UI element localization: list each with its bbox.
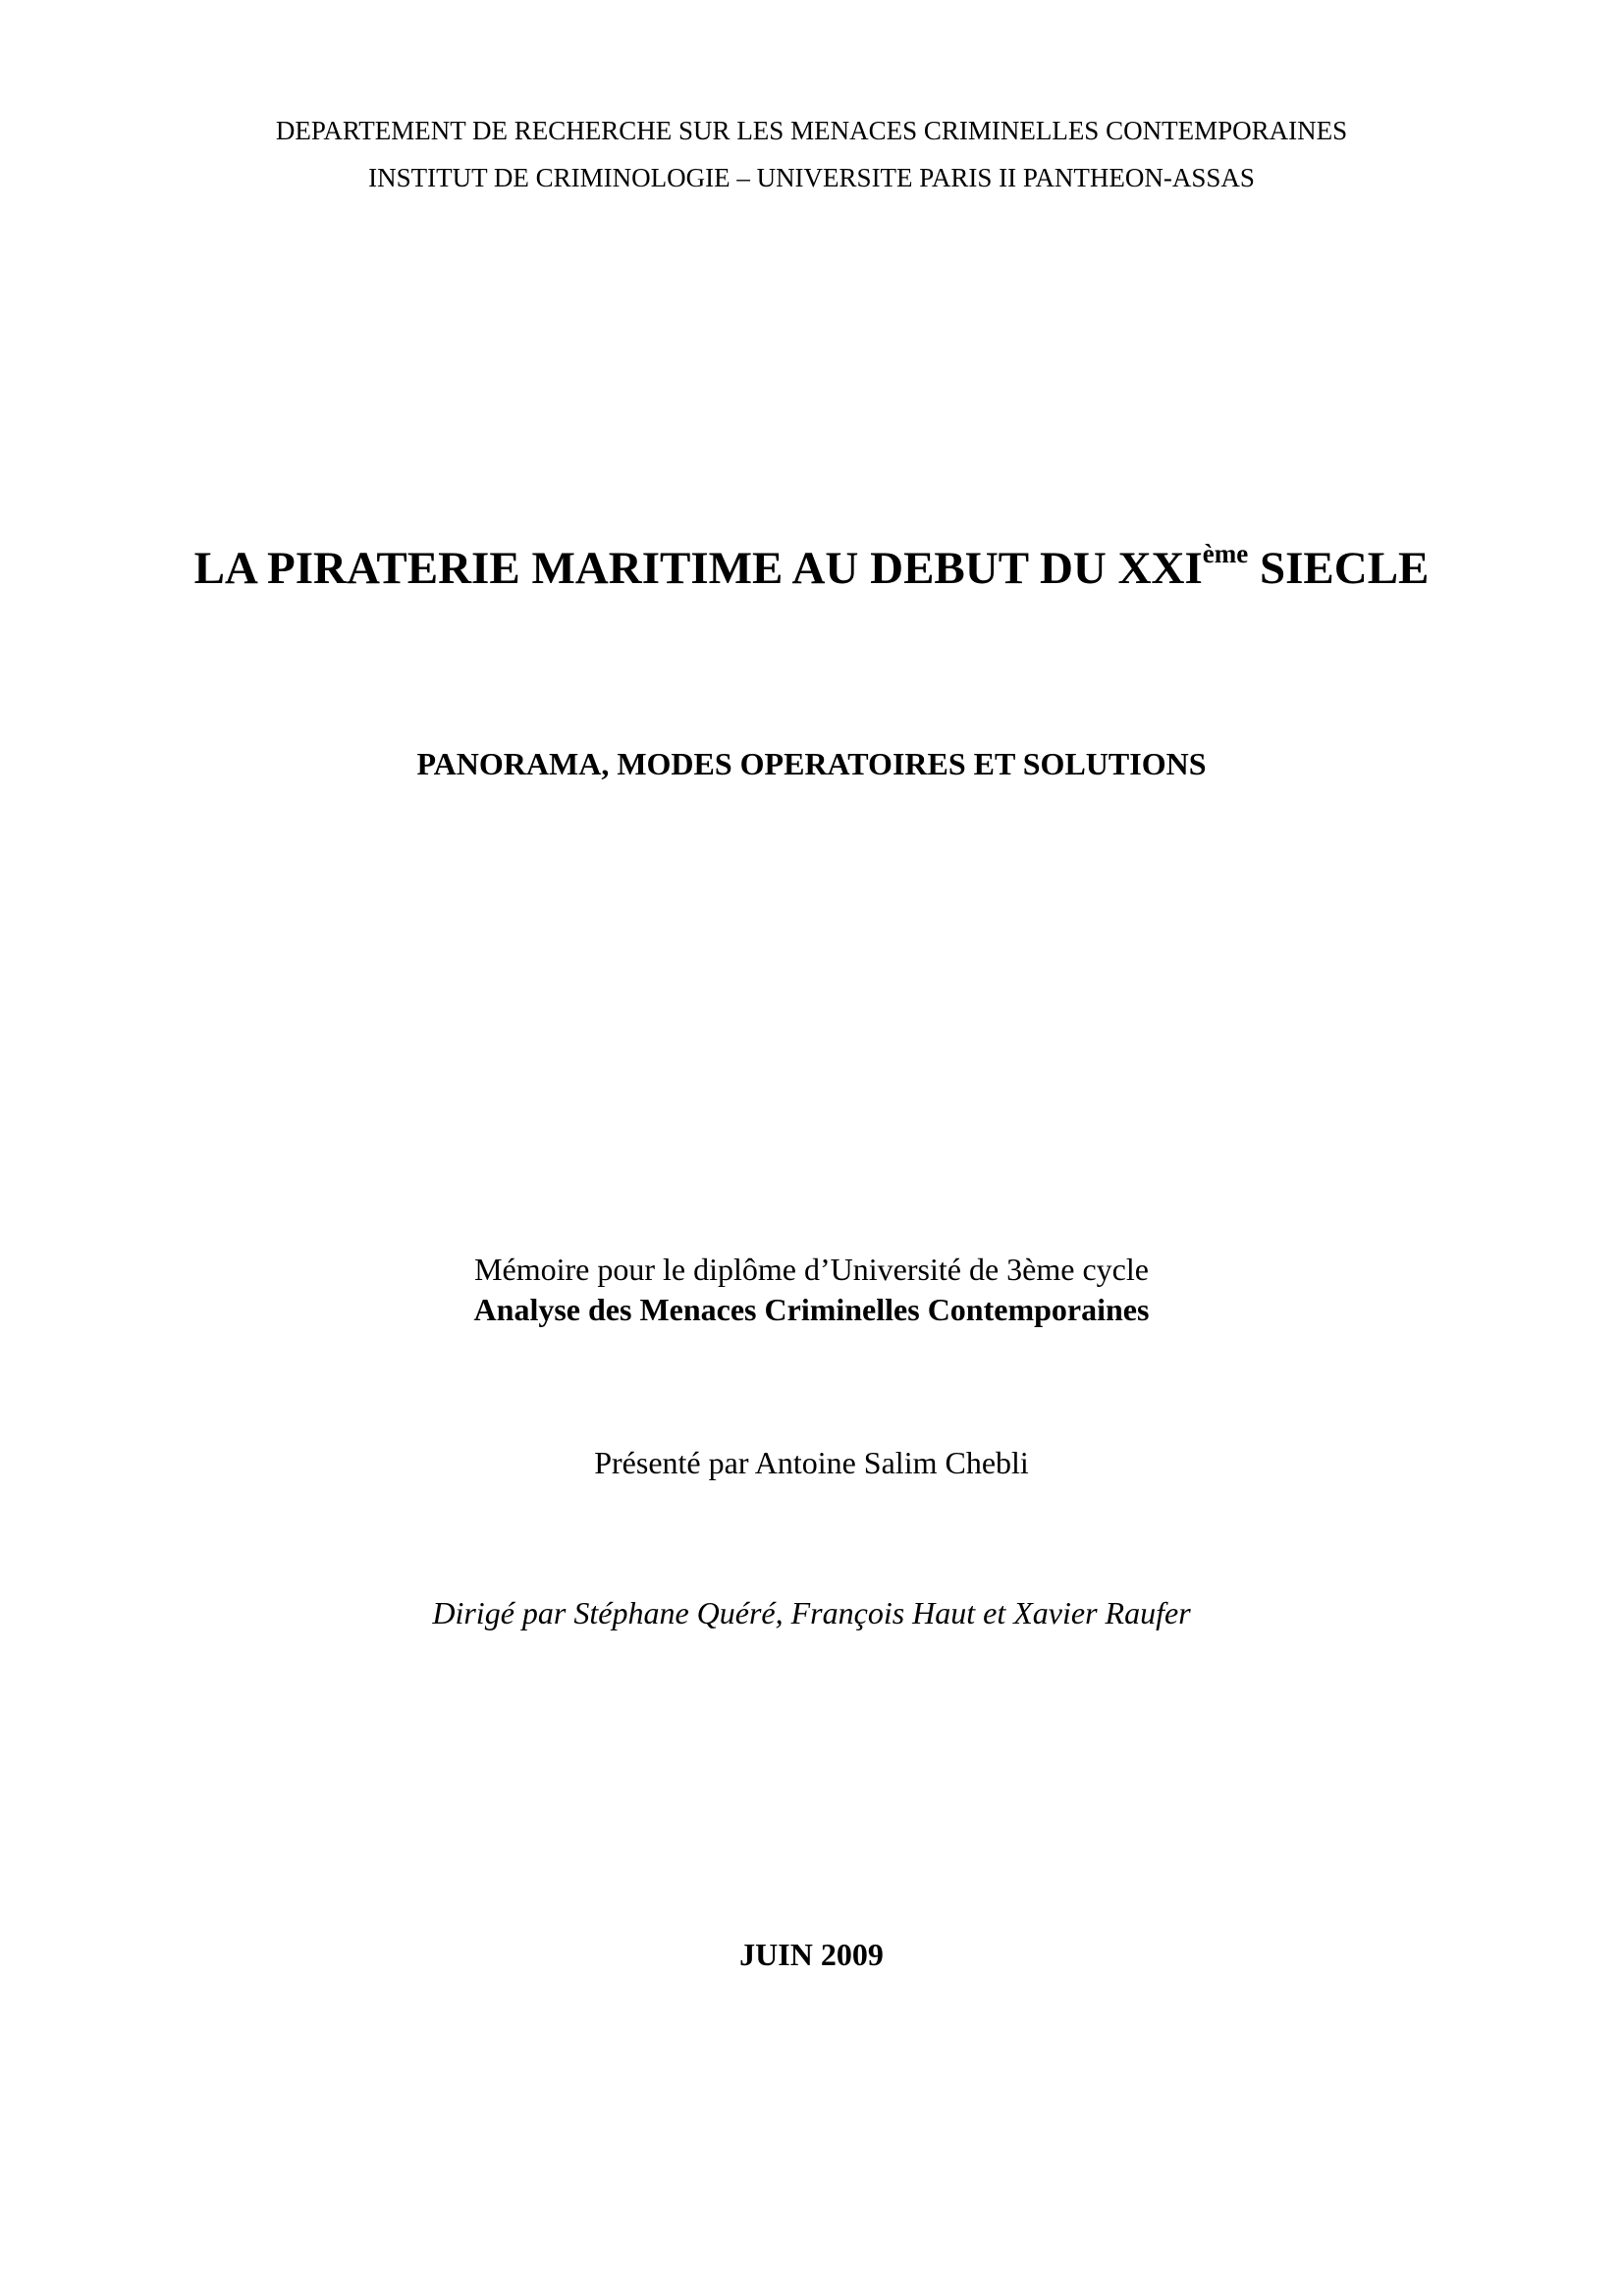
- directors-line: Dirigé par Stéphane Quéré, François Haut et Xavier Raufer: [432, 1595, 1191, 1630]
- title-superscript: ème: [1202, 539, 1249, 569]
- program-name: Analyse des Menaces Criminelles Contemporaines: [473, 1292, 1150, 1327]
- header-department: DEPARTEMENT DE RECHERCHE SUR LES MENACES CRIMINELLES CONTEMPORAINES: [275, 116, 1348, 145]
- memoire-line: Mémoire pour le diplôme d’Université de 3ème cycle: [474, 1252, 1149, 1287]
- title-main: LA PIRATERIE MARITIME AU DEBUT DU XXI: [193, 543, 1203, 594]
- author-line: Présenté par Antoine Salim Chebli: [594, 1445, 1029, 1480]
- document-title: [0, 539, 1623, 595]
- header-institute: INSTITUT DE CRIMINOLOGIE – UNIVERSITE PARIS II PANTHEON-ASSAS: [368, 163, 1255, 192]
- document-subtitle: PANORAMA, MODES OPERATOIRES ET SOLUTIONS: [416, 746, 1207, 781]
- title-end: SIECLE: [1248, 543, 1430, 594]
- document-date: JUIN 2009: [739, 1937, 884, 1972]
